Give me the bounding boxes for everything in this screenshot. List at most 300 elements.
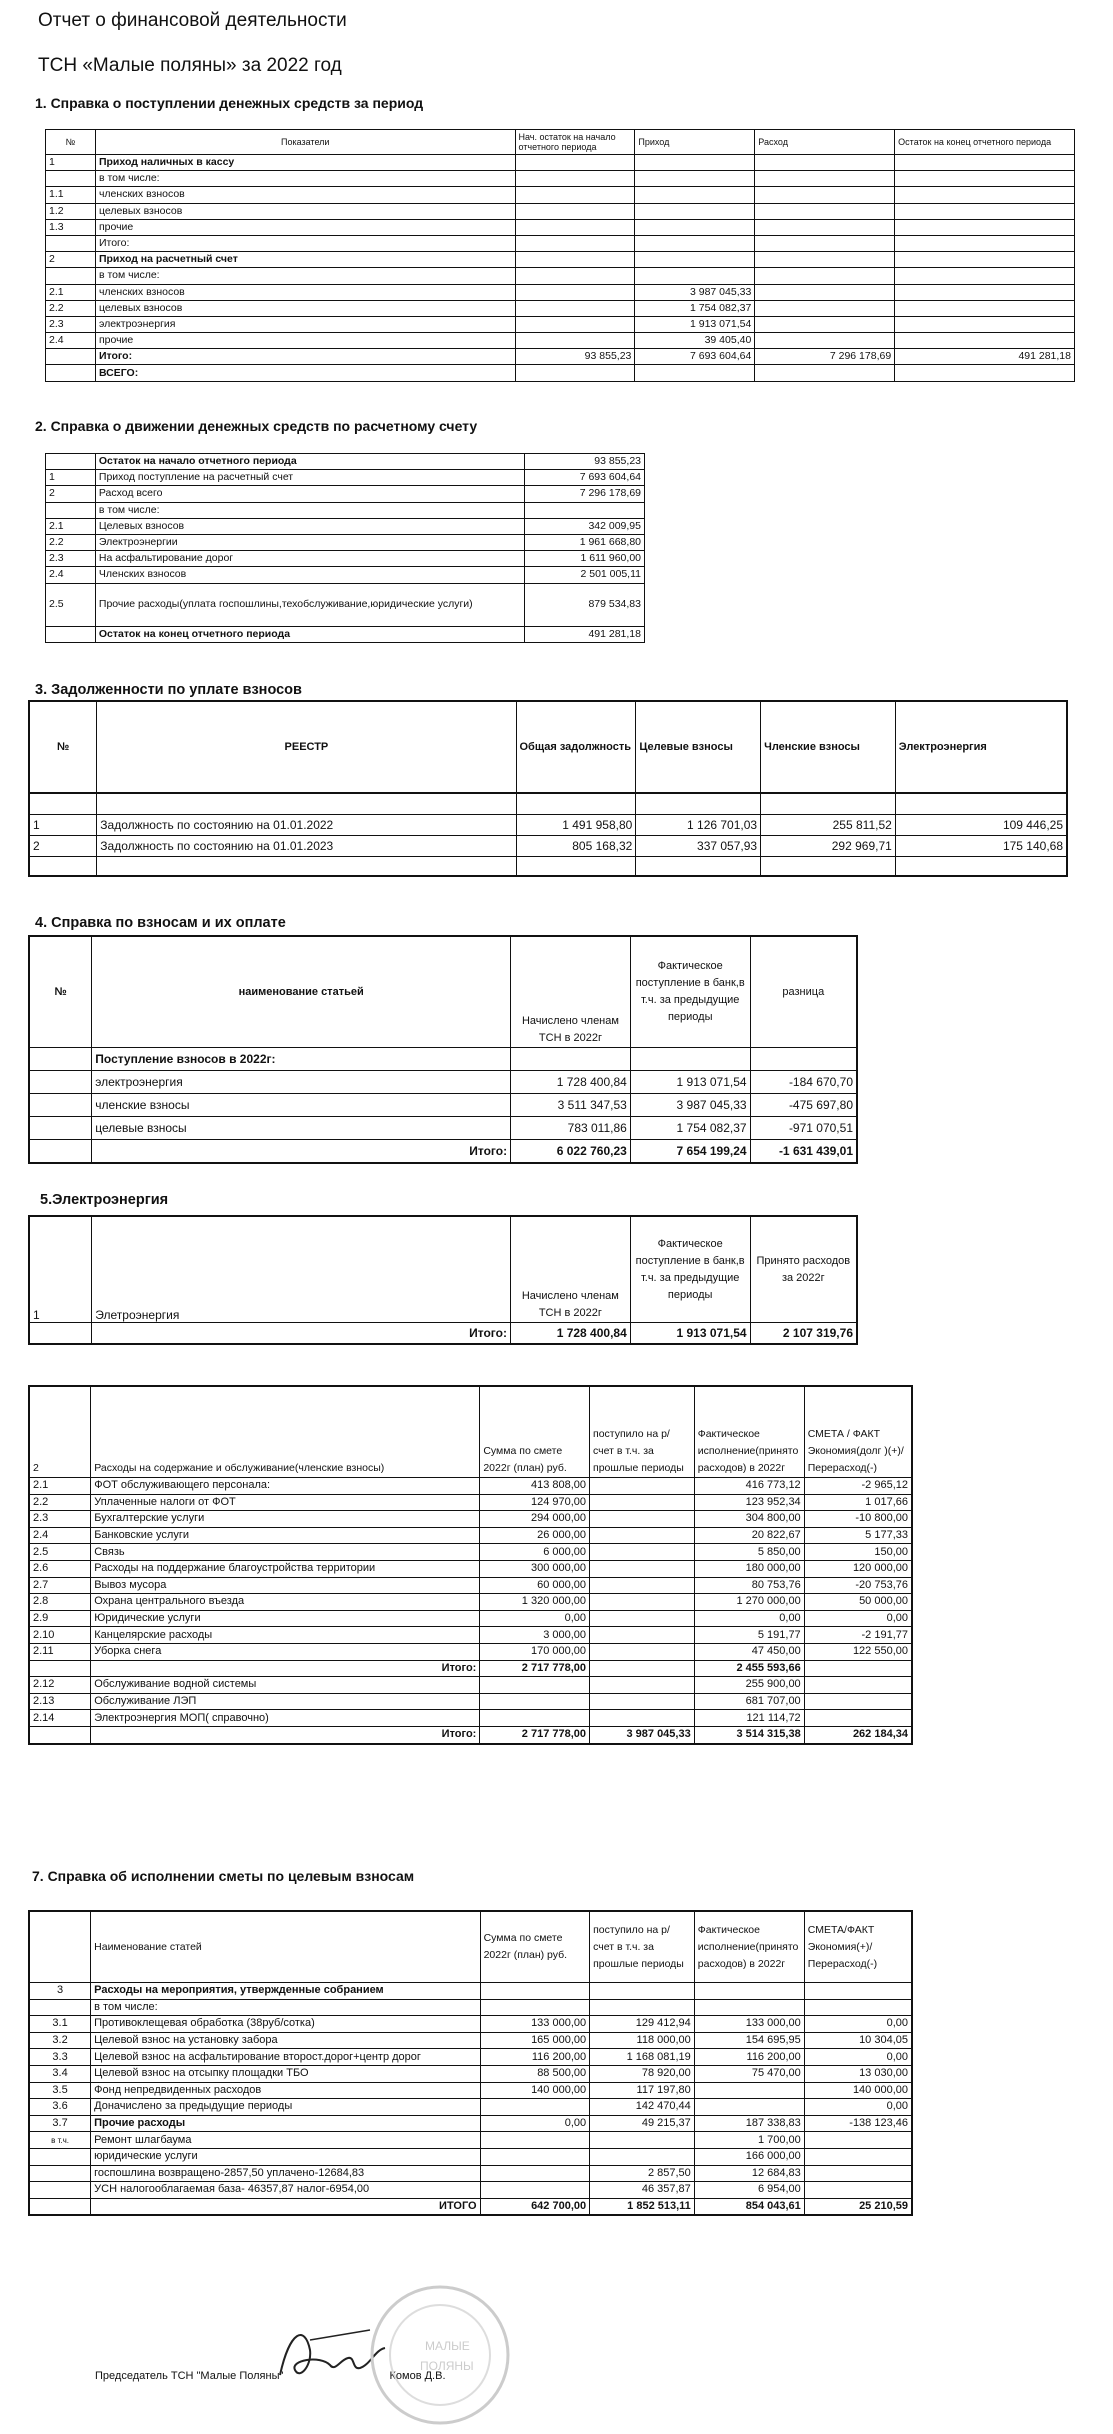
empty-cell [761, 857, 896, 877]
table-cell [755, 284, 895, 300]
table-cell [895, 203, 1075, 219]
total-cell: 854 043,61 [694, 2198, 804, 2215]
table-cell: членских взносов [95, 187, 515, 203]
table-cell [895, 268, 1075, 284]
table-cell [755, 268, 895, 284]
column-header: поступило на р/счет в т.ч. за прошлые периоды [590, 1911, 695, 1983]
table-row [46, 219, 1075, 235]
column-header: № [29, 936, 92, 1048]
table-row [29, 2165, 912, 2182]
empty-cell [29, 857, 97, 877]
table-cell [804, 1677, 912, 1694]
empty-cell [29, 1071, 92, 1094]
table-cell: 1 700,00 [694, 2132, 804, 2149]
table-cell: 805 168,32 [516, 836, 636, 857]
table-cell: в том числе: [95, 268, 515, 284]
table-cell [515, 252, 635, 268]
table-cell: Охрана центрального въезда [91, 1594, 480, 1611]
table-row [46, 171, 1075, 187]
table-cell: 783 011,86 [511, 1117, 631, 1140]
svg-text:ПОЛЯНЫ: ПОЛЯНЫ [420, 2359, 474, 2373]
table-cell [755, 316, 895, 332]
table-cell [590, 2132, 695, 2149]
total-cell: -1 631 439,01 [750, 1140, 857, 1164]
table-cell: 1 754 082,37 [635, 300, 755, 316]
table-row [29, 2148, 912, 2165]
table-cell: прочие [95, 219, 515, 235]
table-cell: 116 200,00 [694, 2049, 804, 2066]
table-cell: ФОТ обслуживающего персонала: [91, 1478, 480, 1495]
table-cell: 0,00 [804, 2016, 912, 2033]
empty-cell [750, 1048, 857, 1071]
table-cell: 47 450,00 [694, 1643, 804, 1660]
section1-heading: 1. Справка о поступлении денежных средств за период [35, 95, 424, 111]
table-cell: 3.3 [29, 2049, 91, 2066]
table-row [29, 1710, 912, 1727]
table-cell [755, 252, 895, 268]
section5-heading: 5.Электроэнергия [40, 1192, 169, 1208]
table-cell: 2 455 593,66 [694, 1660, 804, 1677]
table-cell: Итого: [91, 1726, 480, 1743]
table-row [46, 284, 1075, 300]
table-cell [525, 502, 645, 518]
table-cell [895, 333, 1075, 349]
table-cell: 123 952,34 [694, 1494, 804, 1511]
table-cell [515, 235, 635, 251]
empty-cell [636, 793, 761, 815]
empty-cell [895, 857, 1067, 877]
table-row [29, 2016, 912, 2033]
table-cell: 3 987 045,33 [590, 1726, 695, 1743]
table-cell: 1 126 701,03 [636, 815, 761, 836]
column-header: Принято расходов за 2022г [750, 1216, 857, 1323]
empty-cell [97, 857, 516, 877]
empty-cell [29, 793, 97, 815]
total-cell: 642 700,00 [480, 2198, 590, 2215]
table-cell: в том числе: [91, 1999, 480, 2016]
empty-cell [511, 1048, 631, 1071]
table-cell: Задолжность по состоянию на 01.01.2022 [97, 815, 516, 836]
table-cell: 50 000,00 [804, 1594, 912, 1611]
table-row [29, 836, 1067, 857]
table-cell: 1 017,66 [804, 1494, 912, 1511]
table-cell [635, 219, 755, 235]
column-header: Наименование статей [91, 1911, 480, 1983]
table-row [29, 1577, 912, 1594]
table-cell: УСН налогооблагаемая база- 46357,87 налог-6954,00 [91, 2182, 480, 2199]
table-row [29, 1560, 912, 1577]
table-cell [590, 1983, 695, 2000]
table-cell: 342 009,95 [525, 518, 645, 534]
table-row [46, 187, 1075, 203]
table-cell [515, 300, 635, 316]
table-cell: 1.2 [46, 203, 96, 219]
column-header: Общая задолжность [516, 701, 636, 793]
table-cell [590, 1494, 695, 1511]
table-cell [480, 1710, 590, 1727]
table-cell: 255 811,52 [761, 815, 896, 836]
table-cell: 2.1 [29, 1478, 91, 1495]
column-header: наименование статьей [92, 936, 511, 1048]
table-cell: Приход наличных в кассу [95, 155, 515, 171]
table-cell: 1 [46, 470, 96, 486]
table-cell [515, 316, 635, 332]
table-cell [480, 1677, 590, 1694]
table-row [46, 155, 1075, 171]
table-cell: 2.12 [29, 1677, 91, 1694]
table-cell: Целевой взнос на отсыпку площадки ТБО [91, 2065, 480, 2082]
section2-heading: 2. Справка о движении денежных средств по расчетному счету [35, 418, 478, 434]
table-row [46, 502, 645, 518]
table-cell [635, 252, 755, 268]
table-row [46, 470, 645, 486]
table-cell: 491 281,18 [895, 349, 1075, 365]
table-cell: 166 000,00 [694, 2148, 804, 2165]
total-row [29, 2198, 912, 2215]
table-cell [480, 1999, 590, 2016]
table-cell: 78 920,00 [590, 2065, 695, 2082]
table-cell [480, 2132, 590, 2149]
table-cell: Уплаченные налоги от ФОТ [91, 1494, 480, 1511]
table-cell: 75 470,00 [694, 2065, 804, 2082]
empty-cell [29, 1323, 92, 1345]
income-table [45, 129, 1075, 382]
table-cell: 300 000,00 [480, 1560, 590, 1577]
table-row [46, 349, 1075, 365]
table-cell: 3.6 [29, 2099, 91, 2116]
table-cell [590, 1999, 695, 2016]
table-cell: 150,00 [804, 1544, 912, 1561]
table-cell: 3.5 [29, 2082, 91, 2099]
table-cell: 2 [29, 836, 97, 857]
table-cell: целевые взносы [92, 1117, 511, 1140]
table-cell [29, 1999, 91, 2016]
chairman-title: Председатель ТСН "Малые Поляны" [95, 2370, 284, 2382]
table-cell [895, 316, 1075, 332]
table-cell: -138 123,46 [804, 2115, 912, 2132]
table-cell: 3 511 347,53 [511, 1094, 631, 1117]
table-cell: Электроэнергия МОП( справочно) [91, 1710, 480, 1727]
table-cell: 2.9 [29, 1610, 91, 1627]
table-cell: 2 501 005,11 [525, 567, 645, 583]
table-cell: 6 000,00 [480, 1544, 590, 1561]
table-row [29, 1643, 912, 1660]
table-cell: -20 753,76 [804, 1577, 912, 1594]
table-row [46, 567, 645, 583]
total-cell: Итого: [92, 1140, 511, 1164]
table-row [29, 2065, 912, 2082]
column-header [29, 1911, 91, 1983]
table-cell [635, 187, 755, 203]
table-row [29, 1527, 912, 1544]
table-cell: Расходы на поддержание благоустройства территории [91, 1560, 480, 1577]
table-row [29, 815, 1067, 836]
table-cell: 2.7 [29, 1577, 91, 1594]
table-row [46, 235, 1075, 251]
empty-cell [761, 793, 896, 815]
column-header: Электроэнергия [895, 701, 1067, 793]
table-cell: 413 808,00 [480, 1478, 590, 1495]
table-cell: 1.1 [46, 187, 96, 203]
table-cell [46, 171, 96, 187]
table-cell [590, 1544, 695, 1561]
table-cell: 0,00 [804, 2099, 912, 2116]
table-cell: 3.7 [29, 2115, 91, 2132]
table-cell [590, 1511, 695, 1528]
column-header: Начислено членам ТСН в 2022г [511, 936, 631, 1048]
table-cell: 0,00 [480, 2115, 590, 2132]
table-cell: 1 611 960,00 [525, 551, 645, 567]
column-header: 2 [29, 1386, 91, 1478]
table-cell: Остаток на конец отчетного периода [95, 626, 524, 642]
table-cell: -10 800,00 [804, 1511, 912, 1528]
table-row [29, 1117, 857, 1140]
table-cell: Итого: [95, 349, 515, 365]
section7-heading: 7. Справка об исполнении сметы по целевым взносам [32, 1868, 415, 1884]
table-cell [515, 155, 635, 171]
table-cell: 1 491 958,80 [516, 815, 636, 836]
table-cell: членских взносов [95, 284, 515, 300]
table-cell: 3 000,00 [480, 1627, 590, 1644]
table-cell: 2.4 [29, 1527, 91, 1544]
table-row [46, 454, 645, 470]
table-row [46, 300, 1075, 316]
table-row [46, 203, 1075, 219]
table-cell: в т.ч. [29, 2132, 91, 2149]
table-cell: 133 000,00 [480, 2016, 590, 2033]
table-cell: 2.14 [29, 1710, 91, 1727]
table-row [29, 1660, 912, 1677]
table-cell [590, 1710, 695, 1727]
table-row [29, 1544, 912, 1561]
table-cell: 5 177,33 [804, 1527, 912, 1544]
table-cell: Вывоз мусора [91, 1577, 480, 1594]
row-number: 1 [29, 1216, 92, 1323]
empty-cell [29, 1117, 92, 1140]
table-cell: Электроэнергии [95, 534, 524, 550]
table-row [46, 551, 645, 567]
section3-heading: 3. Задолженности по уплате взносов [35, 682, 302, 698]
table-cell: членские взносы [92, 1094, 511, 1117]
table-cell: 121 114,72 [694, 1710, 804, 1727]
table-row [29, 1999, 912, 2016]
table-header-row [46, 130, 1075, 155]
table-cell [895, 284, 1075, 300]
table-cell: 2.2 [46, 534, 96, 550]
table-cell: 2.3 [29, 1511, 91, 1528]
table-cell [515, 284, 635, 300]
table-cell [590, 1577, 695, 1594]
table-cell: 2 717 778,00 [480, 1660, 590, 1677]
table-cell: 292 969,71 [761, 836, 896, 857]
table-cell: Юридические услуги [91, 1610, 480, 1627]
table-cell: 133 000,00 [694, 2016, 804, 2033]
table-cell [804, 2148, 912, 2165]
table-row [46, 583, 645, 626]
spacer-row [29, 857, 1067, 877]
column-header: Целевые взносы [636, 701, 761, 793]
target-contributions-table [28, 1910, 913, 2216]
table-cell: 116 200,00 [480, 2049, 590, 2066]
empty-cell [29, 1094, 92, 1117]
table-cell [895, 171, 1075, 187]
empty-cell [636, 857, 761, 877]
table-row [29, 1983, 912, 2000]
table-cell: -971 070,51 [750, 1117, 857, 1140]
table-cell [755, 365, 895, 381]
total-cell: 1 728 400,84 [510, 1323, 630, 1345]
table-cell: юридические услуги [91, 2148, 480, 2165]
table-row [29, 1627, 912, 1644]
table-cell: 3.2 [29, 2032, 91, 2049]
table-row [29, 2082, 912, 2099]
table-cell [694, 1999, 804, 2016]
table-cell: Членских взносов [95, 567, 524, 583]
table-cell: 175 140,68 [895, 836, 1067, 857]
table-cell: 294 000,00 [480, 1511, 590, 1528]
table-cell: 2.11 [29, 1643, 91, 1660]
table-cell: 3 514 315,38 [694, 1726, 804, 1743]
table-cell: целевых взносов [95, 300, 515, 316]
table-cell [590, 1594, 695, 1611]
column-header: Расход [755, 130, 895, 155]
table-cell [515, 203, 635, 219]
table-cell: 39 405,40 [635, 333, 755, 349]
table-cell: 93 855,23 [515, 349, 635, 365]
table-row [29, 2032, 912, 2049]
table-cell: 3 987 045,33 [630, 1094, 750, 1117]
table-cell: 124 970,00 [480, 1494, 590, 1511]
column-header: СМЕТА/ФАКТ Экономия(+)/ Перерасход(-) [804, 1911, 912, 1983]
column-header: СМЕТА / ФАКТ Экономия(долг )(+)/ Перерасход(-) [804, 1386, 912, 1478]
table-cell [590, 1660, 695, 1677]
section-label: Поступление взносов в 2022г: [92, 1048, 511, 1071]
table-cell [635, 365, 755, 381]
table-cell [804, 1710, 912, 1727]
table-cell: 2.2 [46, 300, 96, 316]
contributions-table [28, 935, 858, 1164]
table-cell [46, 349, 96, 365]
column-header: Приход [635, 130, 755, 155]
table-cell: 46 357,87 [590, 2182, 695, 2199]
table-cell [590, 1527, 695, 1544]
table-cell [46, 268, 96, 284]
table-cell [895, 365, 1075, 381]
section-row [29, 1048, 857, 1071]
electricity-table [28, 1215, 858, 1345]
table-cell [804, 2182, 912, 2199]
table-row [29, 1594, 912, 1611]
table-cell [635, 268, 755, 284]
table-cell [755, 155, 895, 171]
table-cell: 2.1 [46, 284, 96, 300]
table-row [46, 365, 1075, 381]
table-row [29, 2049, 912, 2066]
table-cell: 2.1 [46, 518, 96, 534]
total-row [29, 1140, 857, 1164]
table-cell [755, 187, 895, 203]
table-cell [480, 2182, 590, 2199]
table-cell: 1 270 000,00 [694, 1594, 804, 1611]
table-cell: 129 412,94 [590, 2016, 695, 2033]
table-cell [590, 1560, 695, 1577]
table-cell: 416 773,12 [694, 1478, 804, 1495]
table-cell: 1.3 [46, 219, 96, 235]
table-cell: 2 717 778,00 [480, 1726, 590, 1743]
table-cell: ВСЕГО: [95, 365, 515, 381]
table-cell [804, 1999, 912, 2016]
table-cell [895, 187, 1075, 203]
table-cell: 170 000,00 [480, 1643, 590, 1660]
table-cell: 20 822,67 [694, 1527, 804, 1544]
column-header: Фактическое поступление в банк,в т.ч. за предыдущие периоды [630, 936, 750, 1048]
table-cell: 1 [29, 815, 97, 836]
empty-cell [630, 1048, 750, 1071]
table-cell [29, 2165, 91, 2182]
table-cell [804, 2165, 912, 2182]
table-row [46, 626, 645, 642]
table-cell: 0,00 [694, 1610, 804, 1627]
table-cell: Расход всего [95, 486, 524, 502]
table-row [29, 1610, 912, 1627]
table-cell: 255 900,00 [694, 1677, 804, 1694]
table-cell: Расходы на мероприятия, утвержденные собранием [91, 1983, 480, 2000]
column-header: поступило на р/счет в т.ч. за прошлые периоды [590, 1386, 695, 1478]
table-cell: -2 191,77 [804, 1627, 912, 1644]
table-cell [755, 235, 895, 251]
table-row [29, 1677, 912, 1694]
table-cell: Канцелярские расходы [91, 1627, 480, 1644]
table-cell: 7 296 178,69 [755, 349, 895, 365]
table-cell [635, 203, 755, 219]
table-cell: 1 913 071,54 [630, 1071, 750, 1094]
table-cell: Обслуживание водной системы [91, 1677, 480, 1694]
table-cell [29, 2148, 91, 2165]
table-cell [804, 1983, 912, 2000]
column-header: Расходы на содержание и обслуживание(членские взносы) [91, 1386, 480, 1478]
table-row [29, 1494, 912, 1511]
table-cell [895, 219, 1075, 235]
organization-stamp [365, 2280, 515, 2430]
total-row [29, 1323, 857, 1345]
table-cell [29, 1726, 91, 1743]
table-cell: 165 000,00 [480, 2032, 590, 2049]
table-cell: Остаток на начало отчетного периода [95, 454, 524, 470]
account-movement-table [45, 453, 645, 643]
table-cell: 26 000,00 [480, 1527, 590, 1544]
empty-cell [29, 1048, 92, 1071]
table-cell: 1 168 081,19 [590, 2049, 695, 2066]
table-cell [895, 235, 1075, 251]
table-cell: 2.3 [46, 551, 96, 567]
table-cell: в том числе: [95, 502, 524, 518]
table-cell [515, 171, 635, 187]
column-header: Показатели [95, 130, 515, 155]
chairman-name: Комов Д.В. [389, 2370, 446, 2382]
table-cell [635, 171, 755, 187]
table-cell [694, 2099, 804, 2116]
table-cell [694, 1983, 804, 2000]
table-header-row [29, 1216, 857, 1323]
table-cell: На асфальтирование дорог [95, 551, 524, 567]
table-cell: электроэнергия [95, 316, 515, 332]
table-row [29, 1071, 857, 1094]
column-header: разница [750, 936, 857, 1048]
column-header: Остаток на конец отчетного периода [895, 130, 1075, 155]
table-cell [515, 187, 635, 203]
table-cell: 180 000,00 [694, 1560, 804, 1577]
table-cell: 0,00 [804, 2049, 912, 2066]
